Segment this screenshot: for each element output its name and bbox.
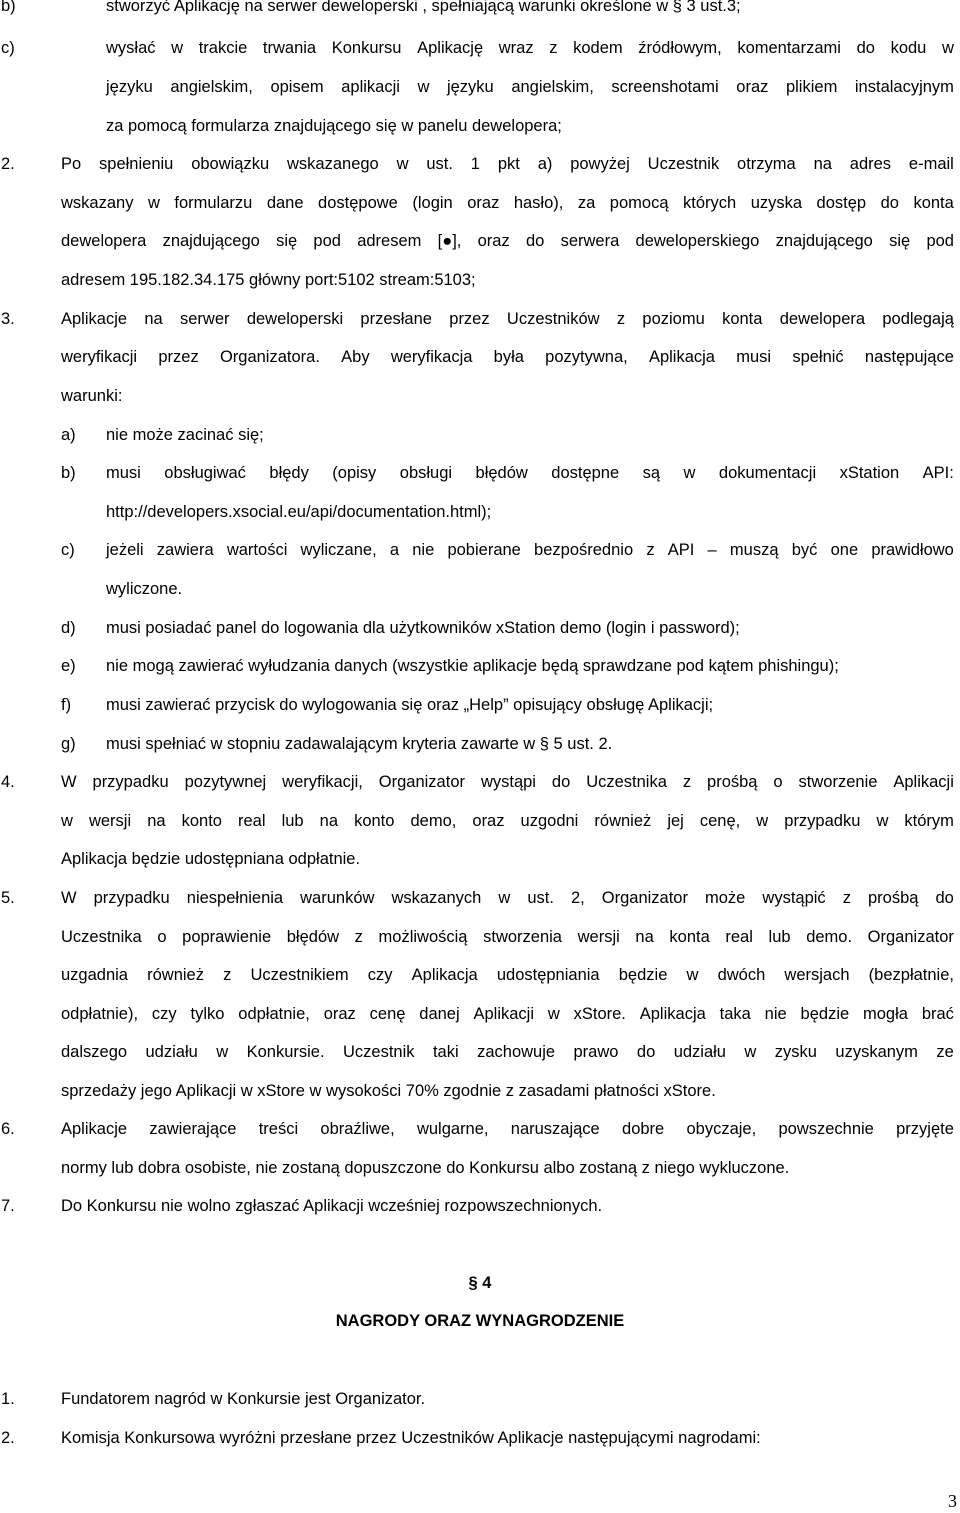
word: czy xyxy=(367,966,393,984)
word: z xyxy=(223,966,232,984)
word: się xyxy=(889,232,911,250)
word: wskazanych xyxy=(391,889,482,907)
word: przypadku xyxy=(784,812,861,830)
word: oraz xyxy=(736,78,769,96)
word: deweloperskiego xyxy=(635,232,760,250)
word: (opisy xyxy=(332,464,377,482)
word: niespełnienia xyxy=(186,889,284,907)
word: przyjęte xyxy=(896,1120,954,1138)
word: z xyxy=(842,889,851,907)
word: otrzyma xyxy=(737,155,796,173)
word: na xyxy=(144,310,163,328)
word: uzgodni xyxy=(520,812,579,830)
word: konta xyxy=(669,928,710,946)
word: konto xyxy=(181,812,222,830)
point-2-line-4: adresem 195.182.34.175 główny port:5102 stream:5103; xyxy=(61,271,476,289)
item-c-line-3: za pomocą formularza znajdującego się w panelu dewelopera; xyxy=(106,117,562,135)
word: a xyxy=(389,541,400,559)
word: W xyxy=(61,889,77,907)
point-4-line-3: Aplikacja będzie udostępniana odpłatnie. xyxy=(61,850,361,868)
word: cenę, xyxy=(699,812,741,830)
word: w xyxy=(417,78,430,96)
word: zawierające xyxy=(149,1120,237,1138)
item-c-line-1 xyxy=(106,38,954,58)
word: w xyxy=(396,155,409,173)
word: wraz xyxy=(498,39,534,57)
word: przesłane xyxy=(360,310,432,328)
word: z xyxy=(549,39,558,57)
word: pod xyxy=(313,232,341,250)
word: znajdującego xyxy=(775,232,873,250)
word: Aplikacja xyxy=(648,348,715,366)
word: pomocą xyxy=(609,194,669,212)
word: wersjach xyxy=(784,966,850,984)
word: Aplikacja xyxy=(639,1005,706,1023)
word: musi xyxy=(736,348,772,366)
word: w xyxy=(744,1043,757,1061)
word: obsługi xyxy=(399,464,453,482)
word: być xyxy=(791,541,818,559)
word: Uczestnik xyxy=(343,1043,415,1061)
word: w xyxy=(683,464,696,482)
word: wystąpi xyxy=(480,773,536,791)
word: dobre xyxy=(622,1120,665,1138)
word: 1 xyxy=(470,155,480,173)
prize-label-1: 1. xyxy=(1,1390,15,1408)
word: będzie xyxy=(618,966,668,984)
item-label-b: b) xyxy=(1,0,16,15)
sub-b-link: http://developers.xsocial.eu/api/documentation.html); xyxy=(106,503,492,521)
word: w xyxy=(498,889,511,907)
word: wysłać xyxy=(106,39,156,57)
word: obyczaje, xyxy=(686,1120,757,1138)
word: Aplikacje xyxy=(61,310,128,328)
word: spełnić xyxy=(792,348,844,366)
word: a) xyxy=(537,155,553,173)
word: Uczestnika xyxy=(61,928,142,946)
sub-d-text: musi posiadać panel do logowania dla użytkowników xStation demo (login i password); xyxy=(106,619,740,637)
word: stworzenie xyxy=(798,773,878,791)
word: muszą xyxy=(729,541,779,559)
word: trwania xyxy=(262,39,317,57)
sub-label-f: f) xyxy=(61,696,72,714)
word: zachowuje xyxy=(477,1043,556,1061)
word: udziału xyxy=(673,1043,726,1061)
word: xStore. xyxy=(573,1005,626,1023)
point-6-line-1 xyxy=(61,1119,954,1139)
word: czy xyxy=(151,1005,177,1023)
word: spełnieniu xyxy=(99,155,174,173)
word: prawo xyxy=(573,1043,619,1061)
item-c-line-2 xyxy=(106,77,954,97)
word: oraz xyxy=(467,194,500,212)
word: Organizator xyxy=(601,889,688,907)
word: do xyxy=(551,773,571,791)
word: z xyxy=(354,928,363,946)
word: Organizator xyxy=(867,928,954,946)
word: Aplikacji xyxy=(893,773,954,791)
sub-c-line-1 xyxy=(106,540,954,560)
word: Organizatora. xyxy=(219,348,320,366)
word: wersji xyxy=(577,928,620,946)
word: na xyxy=(813,155,832,173)
prize-point-1-text: Fundatorem nagród w Konkursie jest Organizator. xyxy=(61,1390,426,1408)
word: przez xyxy=(158,348,199,366)
word: API: xyxy=(922,464,954,482)
word: instalacyjnym xyxy=(854,78,954,96)
sub-label-e: e) xyxy=(61,657,76,675)
word: pobierane xyxy=(447,541,521,559)
word: na xyxy=(635,928,654,946)
word: obsługiwać xyxy=(164,464,246,482)
word: z xyxy=(682,773,692,791)
word: mogła xyxy=(863,1005,908,1023)
word: W xyxy=(61,773,77,791)
word: real xyxy=(725,928,753,946)
word: pkt xyxy=(497,155,520,173)
word: adresem xyxy=(357,232,422,250)
word: zawiera xyxy=(156,541,214,559)
word: serwer xyxy=(180,310,230,328)
word: jej xyxy=(667,812,684,830)
word: [●], xyxy=(437,232,462,250)
word: odpłatnie), xyxy=(61,1005,139,1023)
word: kodem xyxy=(573,39,623,57)
sub-a-text: nie może zacinać się; xyxy=(106,426,264,444)
word: błędy xyxy=(269,464,309,482)
word: oraz xyxy=(323,1005,356,1023)
word: opisem xyxy=(270,78,324,96)
word: brać xyxy=(921,1005,954,1023)
word: obowiązku xyxy=(191,155,270,173)
word: plikiem xyxy=(785,78,838,96)
word: Po xyxy=(61,155,82,173)
word: trakcie xyxy=(198,39,248,57)
word: uzyska xyxy=(750,194,803,212)
word: poziomu xyxy=(642,310,705,328)
point-label-4: 4. xyxy=(1,773,15,791)
point-3-line-3: warunki: xyxy=(61,387,123,405)
word: konto xyxy=(354,812,395,830)
page-number: 3 xyxy=(948,1491,957,1511)
word: w xyxy=(547,1005,560,1023)
word: odpłatnie, xyxy=(238,1005,310,1023)
prize-label-2: 2. xyxy=(1,1429,15,1447)
word: uzyskanym xyxy=(835,1043,918,1061)
point-label-6: 6. xyxy=(1,1120,15,1138)
word: weryfikacja xyxy=(390,348,473,366)
sub-f-text: musi zawierać przycisk do wylogowania się oraz „Help” opisujący obsługę Aplikacji; xyxy=(106,696,714,714)
word: (login xyxy=(412,194,453,212)
word: na xyxy=(147,812,166,830)
word: API xyxy=(667,541,695,559)
sub-b-line-1 xyxy=(106,463,954,483)
point-2-line-2 xyxy=(61,193,954,213)
word: języku xyxy=(106,78,153,96)
word: naruszające xyxy=(510,1120,600,1138)
word: dewelopera xyxy=(61,232,147,250)
point-4-line-2 xyxy=(61,811,954,831)
point-label-2: 2. xyxy=(1,155,15,173)
word: Uczestnik xyxy=(647,155,720,173)
word: udostępniania xyxy=(496,966,600,984)
word: przez xyxy=(449,310,490,328)
word: w xyxy=(876,812,889,830)
word: danej xyxy=(419,1005,460,1023)
word: komentarzami xyxy=(737,39,841,57)
word: Organizator xyxy=(378,773,465,791)
point-2-line-3 xyxy=(61,231,954,251)
point-3-line-2 xyxy=(61,347,954,367)
word: weryfikacji xyxy=(61,348,138,366)
sub-g-text: musi spełniać w stopniu zadawalającym kryteria zawarte w § 5 ust. 2. xyxy=(106,735,613,753)
point-5-line-5 xyxy=(61,1042,954,1062)
word: Aby xyxy=(341,348,370,366)
sub-label-d: d) xyxy=(61,619,76,637)
word: Uczestnika xyxy=(586,773,667,791)
word: znajdującego xyxy=(162,232,260,250)
word: o xyxy=(773,773,783,791)
word: oraz xyxy=(477,232,510,250)
word: była xyxy=(493,348,524,366)
word: następujące xyxy=(864,348,954,366)
word: w xyxy=(171,39,184,57)
word: udziału xyxy=(145,1043,198,1061)
word: pozytywnej xyxy=(184,773,267,791)
point-3-line-1 xyxy=(61,309,954,329)
word: poprawienie xyxy=(182,928,272,946)
word: których xyxy=(683,194,737,212)
word: dewelopera xyxy=(779,310,866,328)
word: Aplikacji xyxy=(473,1005,535,1023)
word: – xyxy=(707,541,717,559)
word: powyżej xyxy=(570,155,630,173)
word: e-mail xyxy=(908,155,954,173)
word: dane xyxy=(266,194,304,212)
point-7-text: Do Konkursu nie wolno zgłaszać Aplikacji wcześniej rozpowszechnionych. xyxy=(61,1197,603,1215)
word: lub xyxy=(768,928,791,946)
sub-label-g: g) xyxy=(61,735,76,753)
item-label-c: c) xyxy=(1,39,15,57)
point-label-3: 3. xyxy=(1,310,15,328)
sub-label-b: b) xyxy=(61,464,76,482)
word: musi xyxy=(106,464,141,482)
word: będzie xyxy=(800,1005,850,1023)
word: wartości xyxy=(226,541,288,559)
word: aplikacji xyxy=(341,78,400,96)
word: taka xyxy=(719,1005,751,1023)
word: angielskim, xyxy=(170,78,253,96)
word: Aplikację xyxy=(417,39,484,57)
word: języku xyxy=(446,78,494,96)
prize-point-2-text: Komisja Konkursowa wyróżni przesłane przez Uczestników Aplikacje następującymi nagrodami: xyxy=(61,1429,761,1447)
word: możliwością xyxy=(378,928,468,946)
word: pod xyxy=(926,232,954,250)
word: w xyxy=(147,194,160,212)
point-5-line-4 xyxy=(61,1004,954,1024)
word: na xyxy=(319,812,339,830)
word: lub xyxy=(281,812,304,830)
word: dwóch xyxy=(717,966,766,984)
word: za xyxy=(577,194,596,212)
word: wskazany xyxy=(61,194,134,212)
word: w xyxy=(941,39,954,57)
word: deweloperski xyxy=(246,310,344,328)
word: z xyxy=(646,541,655,559)
word: 2, xyxy=(570,889,585,907)
word: ust. xyxy=(527,889,554,907)
point-5-line-6: sprzedaży jego Aplikacji w xStore w wysokości 70% zgodnie z zasadami płatności xStore. xyxy=(61,1082,716,1100)
word: angielskim, xyxy=(511,78,594,96)
word: do xyxy=(935,889,954,907)
word: ze xyxy=(936,1043,954,1061)
word: również xyxy=(147,966,204,984)
word: wskazanego xyxy=(287,155,379,173)
sub-label-c: c) xyxy=(61,541,75,559)
word: dalszego xyxy=(61,1043,128,1061)
point-label-5: 5. xyxy=(1,889,15,907)
word: dokumentacji xyxy=(718,464,817,482)
word: ust. xyxy=(426,155,453,173)
word: Aplikacje xyxy=(61,1120,128,1138)
word: wersji xyxy=(88,812,132,830)
word: są xyxy=(642,464,661,482)
word: w xyxy=(61,812,73,830)
word: wulgarne, xyxy=(416,1120,489,1138)
word: serwera xyxy=(560,232,620,250)
word: one xyxy=(830,541,859,559)
word: obraźliwe, xyxy=(320,1120,395,1138)
point-6-line-2: normy lub dobra osobiste, nie zostaną dopuszczone do Konkursu albo zostaną z niego wykluczone. xyxy=(61,1159,790,1177)
word: demo, xyxy=(410,812,457,830)
word: stworzenia xyxy=(483,928,562,946)
word: prawidłowo xyxy=(871,541,954,559)
word: się xyxy=(276,232,298,250)
word: weryfikacji, xyxy=(282,773,363,791)
word: (bezpłatnie, xyxy=(868,966,954,984)
word: w xyxy=(686,966,699,984)
word: Uczestników xyxy=(506,310,600,328)
word: prośbą xyxy=(868,889,919,907)
word: podlegają xyxy=(882,310,954,328)
word: konta xyxy=(913,194,954,212)
word: treści xyxy=(258,1120,299,1138)
point-5-line-1 xyxy=(61,888,954,908)
word: uzgadnia xyxy=(61,966,128,984)
word: zysku xyxy=(774,1043,817,1061)
word: jeżeli xyxy=(106,541,144,559)
word: do xyxy=(856,39,875,57)
word: źródłowym, xyxy=(638,39,722,57)
word: formularzu xyxy=(174,194,253,212)
word: Konkursu xyxy=(331,39,402,57)
word: cenę xyxy=(369,1005,406,1023)
word: prośbą xyxy=(707,773,758,791)
word: nie xyxy=(764,1005,787,1023)
point-label-7: 7. xyxy=(1,1197,15,1215)
word: Konkursie. xyxy=(246,1043,325,1061)
word: z xyxy=(616,310,626,328)
word: pozytywna, xyxy=(545,348,628,366)
word: nie xyxy=(412,541,435,559)
word: dostępowe xyxy=(318,194,398,212)
word: Aplikacja xyxy=(411,966,478,984)
word: kodu xyxy=(890,39,927,57)
word: do xyxy=(636,1043,656,1061)
sub-e-text: nie mogą zawierać wyłudzania danych (wszystkie aplikacje będą sprawdzane pod kątem phishingu); xyxy=(106,657,839,675)
word: warunków xyxy=(300,889,375,907)
word: screenshotami xyxy=(611,78,719,96)
word: błędów xyxy=(475,464,528,482)
sub-c-line-2: wyliczone. xyxy=(106,580,183,598)
word: tylko xyxy=(190,1005,225,1023)
word: xStation xyxy=(839,464,900,482)
word: taki xyxy=(432,1043,459,1061)
point-2-line-1 xyxy=(61,154,954,174)
word: błędów xyxy=(286,928,340,946)
word: oraz xyxy=(472,812,505,830)
word: wystąpić xyxy=(762,889,826,907)
word: konta xyxy=(722,310,763,328)
word: przypadku xyxy=(93,889,170,907)
word: demo. xyxy=(806,928,853,946)
section-number: § 4 xyxy=(468,1274,492,1292)
item-b-text: stworzyć Aplikację na serwer deweloperski , spełniającą warunki określone w § 3 ust.3; xyxy=(106,0,741,15)
point-4-line-1 xyxy=(61,772,954,792)
word: może xyxy=(705,889,746,907)
point-5-line-3 xyxy=(61,965,954,985)
word: adres xyxy=(849,155,892,173)
word: hasło), xyxy=(513,194,564,212)
word: również xyxy=(594,812,652,830)
word: powszechnie xyxy=(778,1120,874,1138)
word: real xyxy=(238,812,266,830)
word: w xyxy=(756,812,769,830)
sub-label-a: a) xyxy=(61,426,76,444)
word: przypadku xyxy=(92,773,169,791)
word: do xyxy=(880,194,899,212)
word: o xyxy=(157,928,167,946)
word: w xyxy=(216,1043,229,1061)
word: bezpośrednio xyxy=(534,541,634,559)
word: Uczestnikiem xyxy=(250,966,349,984)
word: dostępne xyxy=(551,464,620,482)
point-5-line-2 xyxy=(61,927,954,947)
section-title: NAGRODY ORAZ WYNAGRODZENIE xyxy=(335,1312,625,1330)
word: wyliczane, xyxy=(300,541,377,559)
word: dostęp xyxy=(816,194,867,212)
word: którym xyxy=(904,812,954,830)
word: do xyxy=(525,232,545,250)
